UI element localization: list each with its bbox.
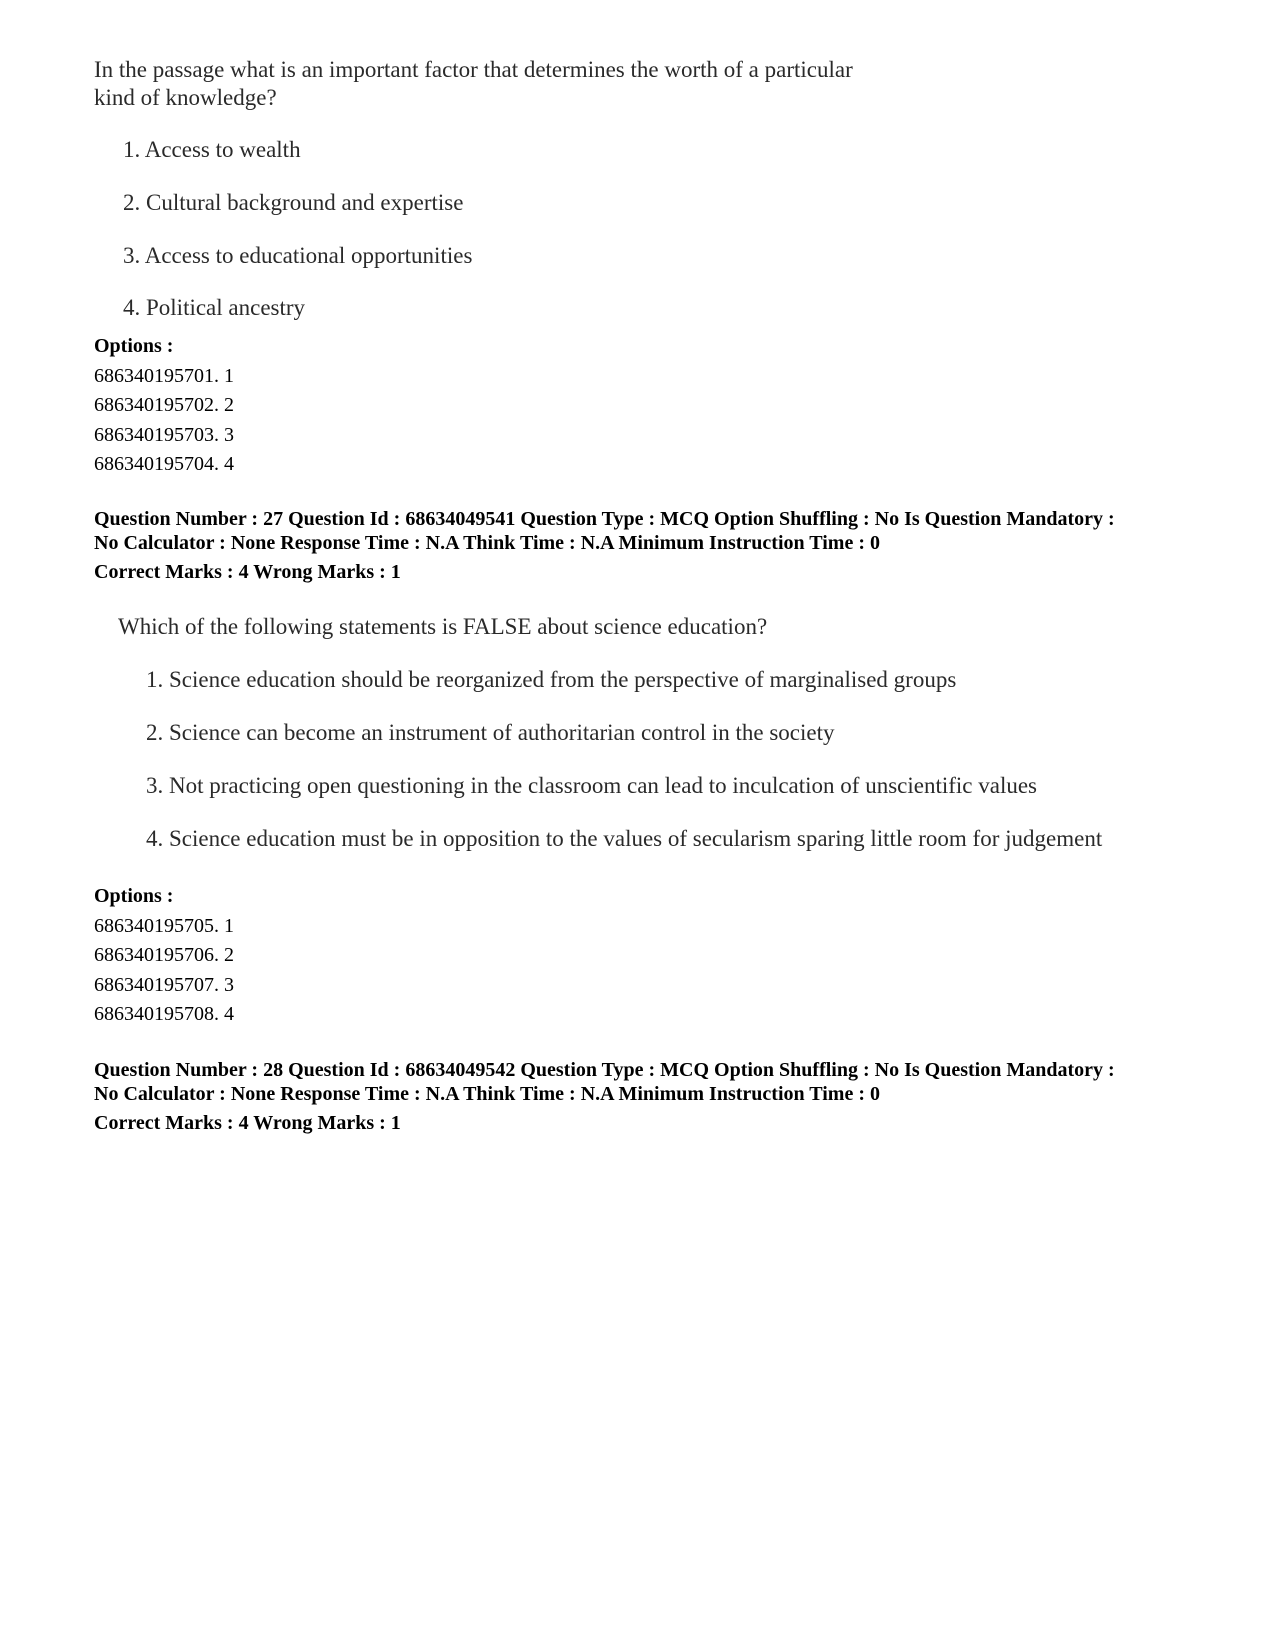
question-27-stem: Which of the following statements is FALSE about science education?	[118, 614, 768, 639]
question-26-choice-3: 3. Access to educational opportunities	[123, 243, 473, 268]
question-27-choice-1: 1. Science education should be reorganized from the perspective of marginalised groups	[146, 667, 957, 692]
question-26-stem-line-1: In the passage what is an important factor that determines the worth of a particular	[94, 57, 853, 82]
question-28-meta	[94, 1058, 1244, 1135]
question-27-choice-3: 3. Not practicing open questioning in the classroom can lead to inculcation of unscientific values	[146, 773, 1038, 798]
question-27-choice-4: 4. Science education must be in opposition to the values of secularism sparing little room for judgement	[146, 826, 1103, 851]
question-27-marks: Correct Marks : 4 Wrong Marks : 1	[94, 561, 401, 583]
option-item: 686340195701. 1	[94, 364, 234, 387]
question-28-meta-line-2: No Calculator : None Response Time : N.A Think Time : N.A Minimum Instruction Time : 0	[94, 1083, 880, 1105]
question-28-marks: Correct Marks : 4 Wrong Marks : 1	[94, 1112, 401, 1134]
question-27-meta-line-2: No Calculator : None Response Time : N.A Think Time : N.A Minimum Instruction Time : 0	[94, 532, 880, 554]
question-26-options	[94, 332, 234, 480]
options-label: Options :	[94, 335, 174, 357]
option-item: 686340195705. 1	[94, 914, 234, 937]
question-26-choice-2: 2. Cultural background and expertise	[123, 190, 464, 215]
option-item: 686340195708. 4	[94, 1003, 234, 1025]
question-26-stem-line-2: kind of knowledge?	[94, 85, 277, 110]
option-item: 686340195707. 3	[94, 973, 234, 996]
question-27-meta-line-1: Question Number : 27 Question Id : 68634049541 Question Type : MCQ Option Shuffling : No Is Question Mandatory :	[94, 508, 1115, 530]
question-26-content	[94, 56, 1194, 336]
option-item: 686340195704. 4	[94, 453, 234, 475]
options-label: Options :	[94, 885, 174, 907]
question-27-options	[94, 882, 234, 1030]
option-item: 686340195703. 3	[94, 423, 234, 446]
question-27-content	[118, 613, 1238, 863]
question-26-stem	[94, 56, 853, 112]
question-27-choice-2: 2. Science can become an instrument of authoritarian control in the society	[146, 720, 835, 745]
question-26-choice-1: 1. Access to wealth	[123, 137, 301, 162]
question-27-meta	[94, 507, 1244, 584]
question-26-choice-4: 4. Political ancestry	[123, 295, 306, 320]
option-item: 686340195702. 2	[94, 394, 234, 416]
question-28-meta-line-1: Question Number : 28 Question Id : 68634049542 Question Type : MCQ Option Shuffling : No Is Question Mandatory :	[94, 1059, 1115, 1081]
option-item: 686340195706. 2	[94, 944, 234, 966]
